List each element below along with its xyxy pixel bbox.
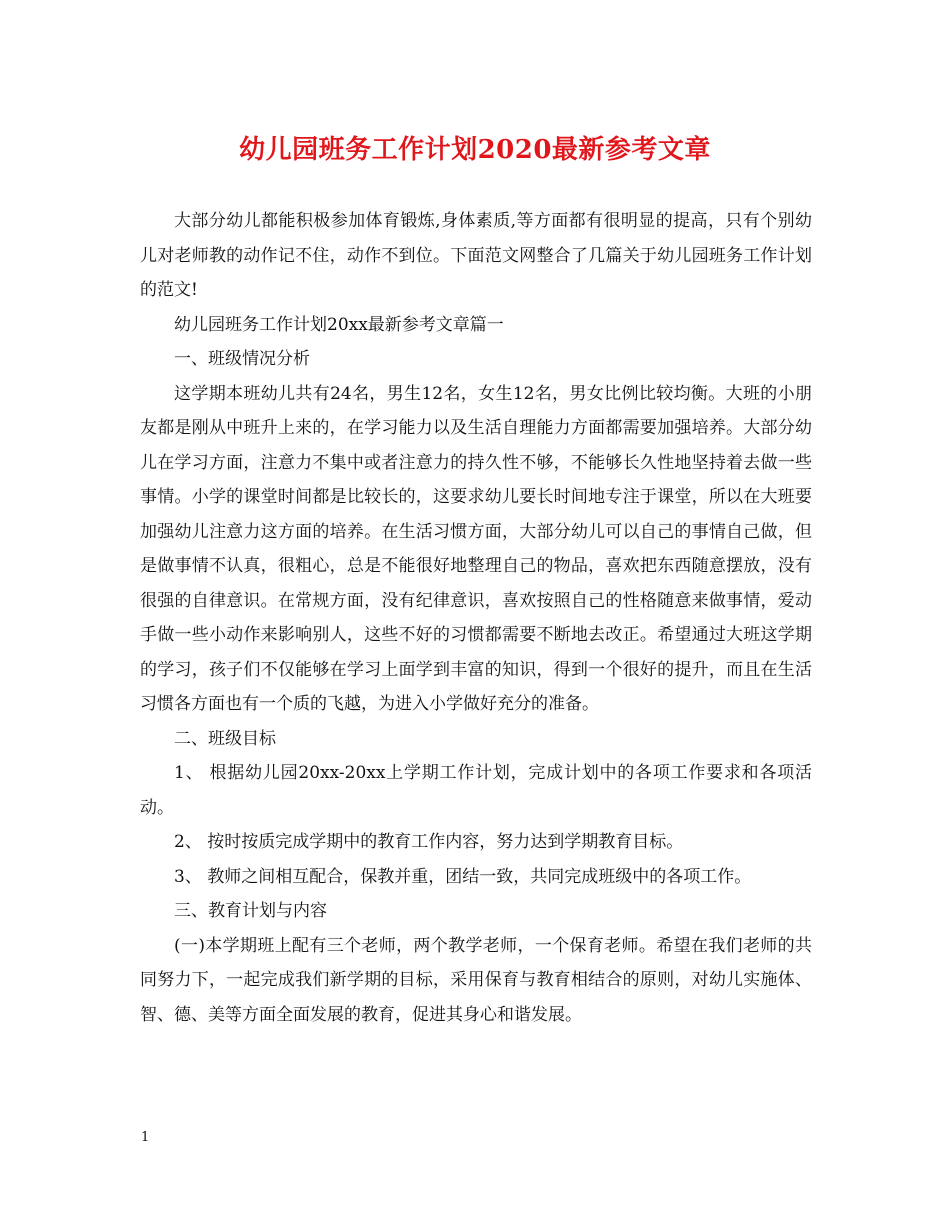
class-analysis-paragraph: 这学期本班幼儿共有24名，男生12名，女生12名，男女比例比较均衡。大班的小朋友都是刚从中班升上来的，在学习能力以及生活自理能力方面都需要加强培养。大部分幼儿在学习方面，注意力不集中或者注意力的持久性不够，不能够长久性地坚持着去做一些事情。小学的课堂时间都是比较长的，这要求幼儿要长时间地专注于课堂，所以在大班要加强幼儿注意力这方面的培养。在生活习惯方面，大部分幼儿可以自己的事情自己做，但是做事情不认真，很粗心，总是不能很好地整理自己的物品，喜欢把东西随意摆放，没有很强的自律意识。在常规方面，没有纪律意识，喜欢按照自己的性格随意来做事情，爱动手做一些小动作来影响别人，这些不好的习惯都需要不断地去改正。希望通过大班这学期的学习，孩子们不仅能够在学习上面学到丰富的知识，得到一个很好的提升，而且在生活习惯各方面也有一个质的飞越，为进入小学做好充分的准备。: [140, 383, 812, 714]
goal-item-2: 2、 按时按质完成学期中的教育工作内容，努力达到学期教育目标。: [174, 832, 684, 852]
education-plan-paragraph: (一)本学期班上配有三个老师，两个教学老师，一个保育老师。希望在我们老师的共同努力下，一起完成我们新学期的目标，采用保育与教育相结合的原则，对幼儿实施体、智、德、美等方面全面发展的教育，促进其身心和谐发展。: [140, 935, 812, 1025]
document-body: [140, 204, 812, 1032]
section-heading-class-analysis: 一、班级情况分析: [174, 349, 310, 369]
section-heading-education-plan: 三、教育计划与内容: [174, 901, 327, 921]
section-heading-class-goals: 二、班级目标: [174, 728, 276, 749]
intro-paragraph: 大部分幼儿都能积极参加体育锻炼,身体素质,等方面都有很明显的提高，只有个别幼儿对老师教的动作记不住，动作不到位。下面范文网整合了几篇关于幼儿园班务工作计划的范文!: [140, 211, 812, 300]
document-title: 幼儿园班务工作计划2020最新参考文章: [239, 135, 711, 165]
page-number: 1: [141, 1130, 150, 1145]
goal-item-1: 1、 根据幼儿园20xx-20xx上学期工作计划，完成计划中的各项工作要求和各项活动。: [140, 763, 812, 818]
article-subtitle: 幼儿园班务工作计划20xx最新参考文章篇一: [174, 314, 504, 335]
goal-item-3: 3、 教师之间相互配合，保教并重，团结一致，共同完成班级中的各项工作。: [174, 866, 752, 887]
